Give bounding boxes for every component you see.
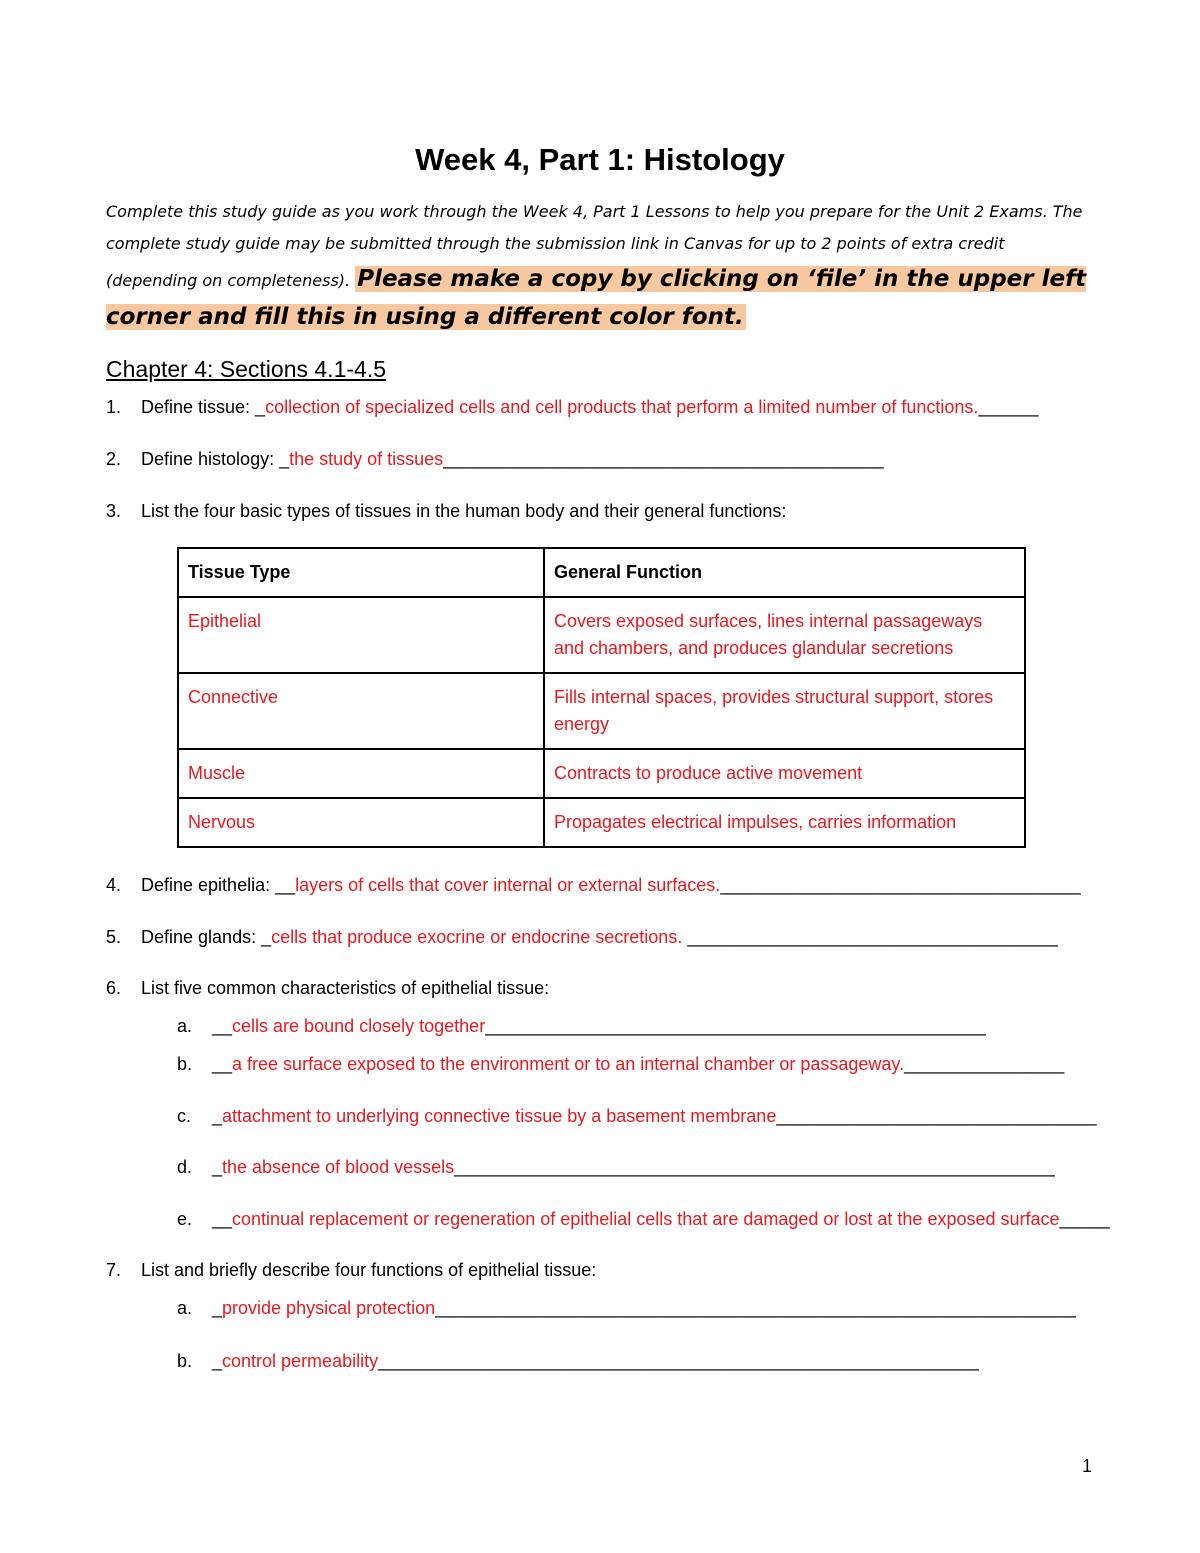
answer-text: continual replacement or regeneration of epithelial cells that are damaged or lost at the exposed surface — [232, 1209, 1060, 1229]
item-prefix: _ — [212, 1157, 223, 1177]
answer-text: a free surface exposed to the environment or to an internal chamber or passageway. — [232, 1054, 905, 1074]
table-row — [178, 749, 1025, 798]
item-prefix: __ — [212, 1209, 233, 1229]
list-item — [212, 1351, 979, 1372]
answer-blank: ____________________________________________________________ — [454, 1157, 1055, 1177]
question-3 — [141, 501, 786, 522]
question-prompt: Define histology: _ — [141, 449, 290, 469]
question-number: 7. — [106, 1260, 122, 1280]
answer-text: cells are bound closely together — [232, 1016, 486, 1036]
answer-text: layers of cells that cover internal or external surfaces. — [295, 875, 721, 895]
answer-blank: ______ — [978, 397, 1039, 417]
item-label: a. — [177, 1016, 193, 1036]
question-7 — [141, 1260, 596, 1281]
item-prefix: _ — [212, 1106, 223, 1126]
table-header: General Function — [544, 548, 1025, 597]
answer-blank: ____________________________________ — [720, 875, 1081, 895]
answer-blank: _____________________________________ — [682, 927, 1058, 947]
answer-blank: ________________ — [904, 1054, 1065, 1074]
page-title: Week 4, Part 1: Histology — [415, 142, 785, 177]
item-prefix: __ — [212, 1016, 233, 1036]
list-item — [212, 1298, 1076, 1319]
question-prompt: Define tissue: _ — [141, 397, 266, 417]
table-row — [178, 798, 1025, 847]
question-prompt: List and briefly describe four functions of epithelial tissue: — [141, 1260, 597, 1280]
chapter-heading: Chapter 4: Sections 4.1-4.5 — [106, 356, 386, 382]
answer-text: cells that produce exocrine or endocrine secretions. — [271, 927, 683, 947]
table-cell: Propagates electrical impulses, carries information — [544, 798, 1025, 847]
table-header: Tissue Type — [178, 548, 544, 597]
question-2 — [141, 449, 884, 470]
question-prompt: Define glands: _ — [141, 927, 272, 947]
table-cell: Muscle — [178, 749, 544, 798]
item-prefix: _ — [212, 1298, 223, 1318]
question-number: 6. — [106, 978, 122, 998]
question-number: 2. — [106, 449, 122, 469]
tissue-table — [177, 547, 1026, 848]
list-item — [212, 1106, 1097, 1127]
answer-blank: ________________________________ — [776, 1106, 1097, 1126]
answer-text: collection of specialized cells and cell products that perform a limited number of functions. — [265, 397, 979, 417]
table-header-row — [178, 548, 1025, 597]
item-label: b. — [177, 1054, 193, 1074]
table-row — [178, 673, 1025, 749]
question-4 — [141, 875, 1081, 896]
table-cell: Fills internal spaces, provides structural support, stores energy — [544, 673, 1025, 749]
question-1 — [141, 397, 1039, 418]
list-item — [212, 1157, 1055, 1178]
answer-text: provide physical protection — [222, 1298, 436, 1318]
answer-text: the study of tissues — [289, 449, 444, 469]
question-prompt: List the four basic types of tissues in the human body and their general functions: — [141, 501, 787, 521]
item-label: b. — [177, 1351, 193, 1371]
list-item — [212, 1209, 1110, 1230]
intro-highlight: Please make a copy by clicking on ‘file’ in the upper left corner and fill this in using a different color font. — [106, 266, 1087, 330]
answer-text: the absence of blood vessels — [222, 1157, 455, 1177]
table-cell: Contracts to produce active movement — [544, 749, 1025, 798]
answer-text: attachment to underlying connective tissue by a basement membrane — [222, 1106, 777, 1126]
answer-blank: ____________________________________________________________ — [378, 1351, 979, 1371]
list-item — [212, 1054, 1064, 1075]
question-prompt: Define epithelia: __ — [141, 875, 296, 895]
answer-blank: _____ — [1059, 1209, 1110, 1229]
item-prefix: __ — [212, 1054, 233, 1074]
question-prompt: List five common characteristics of epithelial tissue: — [141, 978, 550, 998]
answer-text: control permeability — [222, 1351, 379, 1371]
table-cell: Connective — [178, 673, 544, 749]
item-label: a. — [177, 1298, 193, 1318]
answer-blank: ________________________________________________________________ — [435, 1298, 1076, 1318]
answer-blank: __________________________________________________ — [485, 1016, 986, 1036]
item-label: c. — [177, 1106, 192, 1126]
table-row — [178, 597, 1025, 673]
question-number: 1. — [106, 397, 122, 417]
table-cell: Epithelial — [178, 597, 544, 673]
question-5 — [141, 927, 1058, 948]
question-number: 3. — [106, 501, 122, 521]
intro-paragraph — [106, 196, 1096, 336]
item-prefix: _ — [212, 1351, 223, 1371]
table-cell: Nervous — [178, 798, 544, 847]
table-cell: Covers exposed surfaces, lines internal passageways and chambers, and produces glandular secretions — [544, 597, 1025, 673]
item-label: d. — [177, 1157, 193, 1177]
list-item — [212, 1016, 986, 1037]
item-label: e. — [177, 1209, 193, 1229]
question-6 — [141, 978, 549, 999]
intro-text: Complete this study guide as you work through the Week 4, Part 1 Lessons to help you prepare for the Unit 2 Exams. The complete study guide may be submitted through the submission link in Canvas for up to 2 points of extra credit (depending on completeness). — [106, 202, 1083, 290]
question-number: 4. — [106, 875, 122, 895]
page-number: 1 — [1082, 1456, 1093, 1476]
answer-blank: ____________________________________________ — [443, 449, 884, 469]
question-number: 5. — [106, 927, 122, 947]
